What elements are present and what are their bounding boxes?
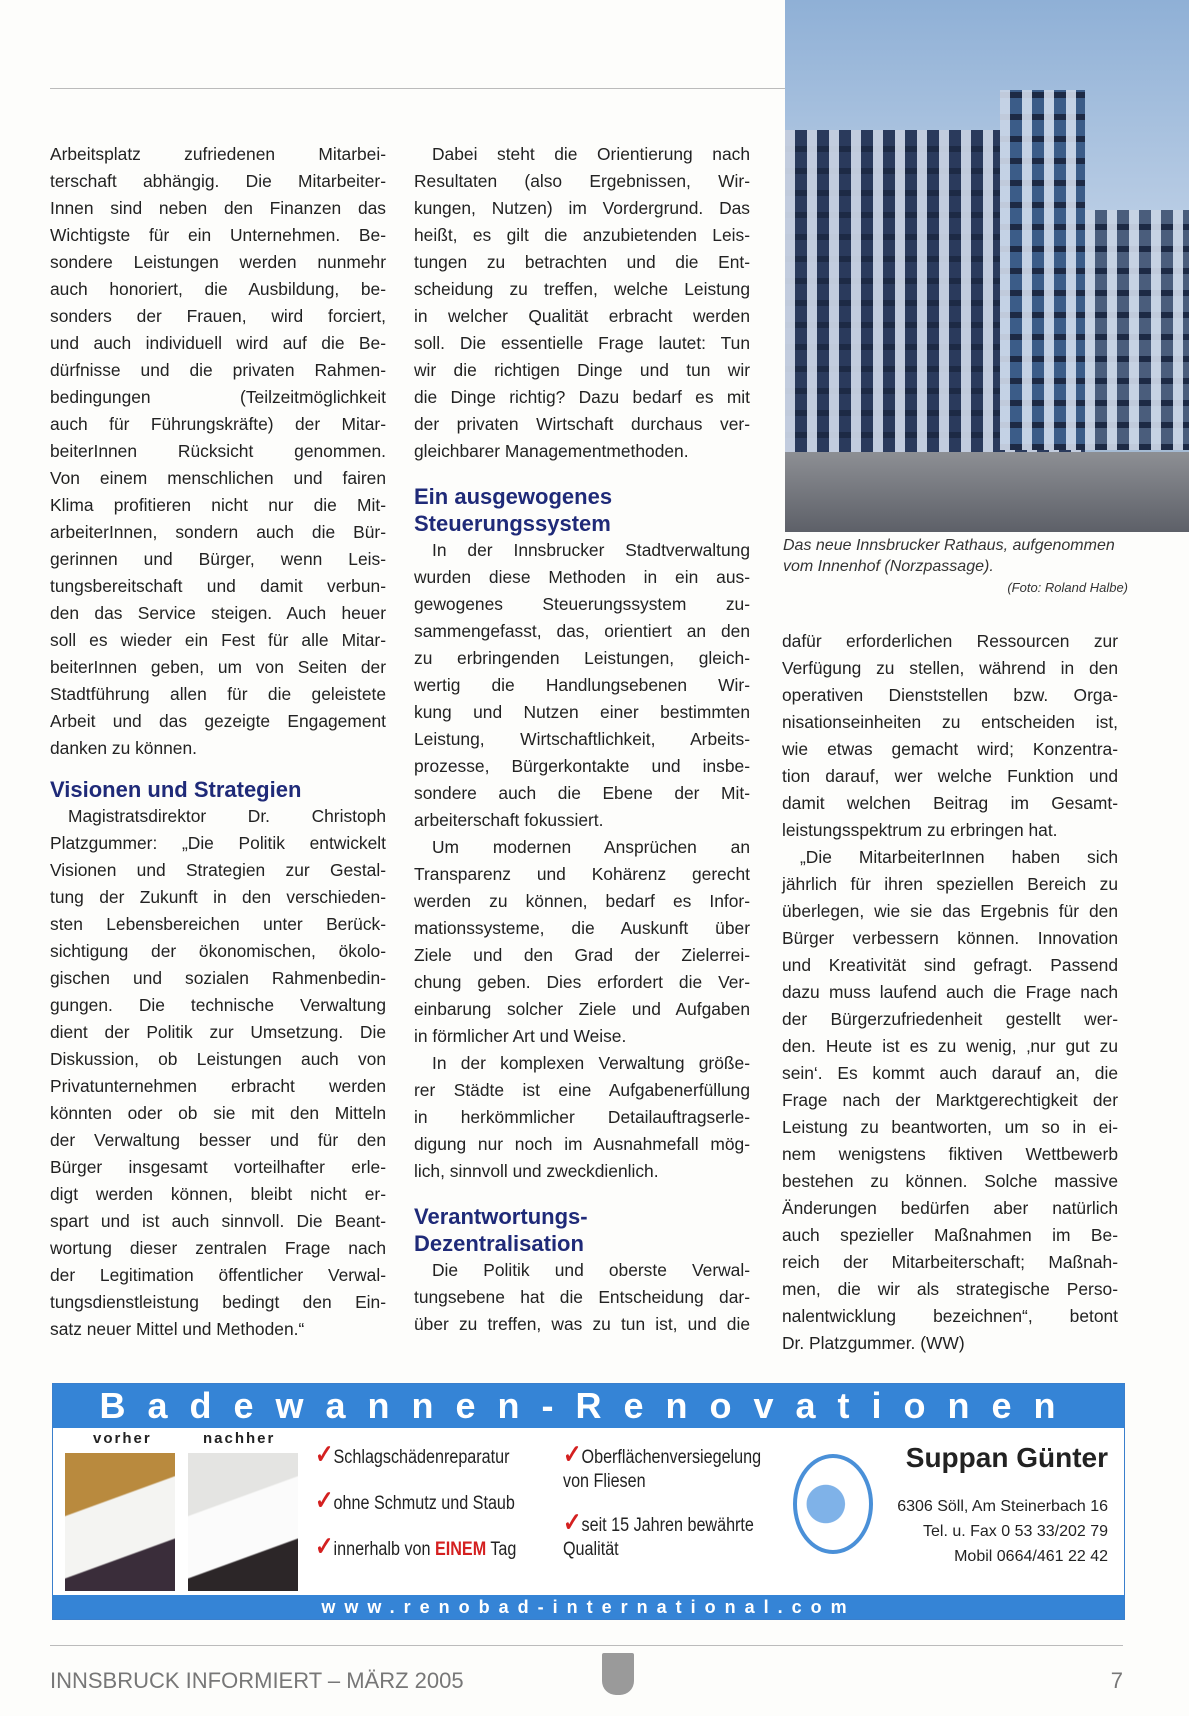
text-line: tungsebene hat die Entscheidung dar- [414,1287,750,1307]
text-line: operativen Dienststellen bzw. Orga- [782,685,1118,705]
text-line: Die Politik und oberste Verwal- [432,1260,750,1280]
feature-item [315,1485,515,1516]
text-line: Änderungen bedürfen aber natürlich [782,1198,1118,1218]
text-line: auch spezieller Maßnahmen im Be- [782,1225,1118,1245]
text-line: lich, sinnvoll und zweckdienlich. [414,1161,659,1181]
text-line: bestehen zu können. Solche massive [782,1171,1118,1191]
text-line: in welcher Qualität erbracht werden [414,306,750,326]
text-line: Dr. Platzgummer. (WW) [782,1333,965,1353]
feature-text: seit 15 Jahren bewährte Qualität [563,1515,754,1560]
text-line: Magistratsdirektor Dr. Christoph [68,806,386,826]
text-line: Resultaten (also Ergebnissen, Wir- [414,171,750,191]
text-line: rer Städte ist eine Aufgabenerfüllung [414,1080,750,1100]
check-icon: ✓ [315,1439,334,1469]
company-address: 6306 Söll, Am Steinerbach 16 [897,1498,1108,1515]
text-line: Dabei steht die Orientierung nach [432,144,750,164]
text-line: prozesse, Bürgerkontakte und insbe- [414,756,750,776]
heading-line: Dezentralisation [414,1231,584,1256]
text-line: In der komplexen Verwaltung größe- [432,1053,750,1073]
text-line: sondere Leistungen werden nunmehr [50,252,386,272]
company-phone: Tel. u. Fax 0 53 33/202 79 [922,1523,1108,1540]
text-line: scheidung zu treffen, welche Leistung [414,279,750,299]
text-line: digt werden können, bleibt nicht er- [50,1184,386,1204]
photo-credit: (Foto: Roland Halbe) [1007,580,1128,595]
text-line: arbeiterschaft fokussiert. [414,810,604,830]
text-line: nalentwicklung bezeichnen“, betont [782,1306,1118,1326]
top-rule [50,88,785,89]
text-line: chung geben. Dies erfordert die Ver- [414,972,750,992]
text-line: satz neuer Mittel und Methoden.“ [50,1319,305,1339]
paragraph [414,834,750,1050]
text-line: Visionen und Strategien zur Gestal- [50,860,386,880]
text-line: kungen, Nutzen) im Vordergrund. Das [414,198,750,218]
feature-text: ohne Schmutz und Staub [333,1493,515,1514]
paragraph [782,628,1118,844]
paragraph [50,141,386,762]
text-line: leistungsspektrum zu erbringen hat. [782,820,1058,840]
text-line: nem wenigstens fiktiven Wettbewerb [782,1144,1118,1164]
text-line: der Legitimation öffentlicher Verwal- [50,1265,386,1285]
ad-title: Badewannen-Renovationen [53,1384,1124,1428]
heading-line: Steuerungssystem [414,511,611,536]
text-line: Um modernen Ansprüchen an [432,837,750,857]
text-line: nisationseinheiten zu entscheiden ist, [782,712,1118,732]
text-line: sammengefasst, das, orientiert an den [414,621,750,641]
association-logo-icon [793,1454,873,1554]
text-line: mationssysteme, die Auskunft über [414,918,750,938]
footer-rule [50,1645,1123,1646]
text-line: dürfnisse und die privaten Rahmen- [50,360,386,380]
paragraph [50,803,386,1343]
text-line: kung und Nutzen einer bestimmten [414,702,750,722]
text-line: gewogenes Steuerungssystem zu- [414,594,750,614]
text-line: tungsbereitschaft und damit verbun- [50,576,386,596]
text-line: soll. Die essentielle Frage lautet: Tun [414,333,750,353]
before-label: vorher [93,1430,152,1447]
heading-line: Visionen und Strategien [50,777,302,802]
paragraph [414,537,750,834]
section-heading [414,1203,750,1257]
text-line: dazu muss laufend auch die Frage nach [782,982,1118,1002]
text-line: arbeiterInnen, sondern auch die Bür- [50,522,386,542]
text-line: jährlich für ihren speziellen Bereich zu [782,874,1118,894]
text-line: Verfügung zu stellen, während in den [782,658,1118,678]
text-line: heißt, es gilt die anzubietenden Leis- [414,225,750,245]
text-line: Privatunternehmen erbracht werden [50,1076,386,1096]
text-line: In der Innsbrucker Stadtverwaltung [432,540,750,560]
feature-text: Oberflächenversiegelung von Fliesen [563,1447,762,1492]
feature-item [563,1507,776,1562]
text-line: Innen sind neben den Finanzen das [50,198,386,218]
photo-caption: Das neue Innsbrucker Rathaus, aufgenommen vom Innenhof (Norzpassage). [783,537,1115,575]
text-line: und Kreativität sind gefragt. Passend [782,955,1118,975]
text-line: die Dinge richtig? Dazu bedarf es mit [414,387,750,407]
text-line: auch für Führungskräfte) der Mitar- [50,414,386,434]
text-line: der Bürgerzufriedenheit gestellt wer- [782,1009,1118,1029]
text-line: Frage nach der Marktgerechtigkeit der [782,1090,1118,1110]
text-line: Arbeit und das gezeigte Engagement [50,711,386,731]
text-line: men, die wir als strategische Perso- [782,1279,1118,1299]
text-line: beiterInnen geben, um von Seiten der [50,657,386,677]
text-line: Bürger insgesamt vorteilhafter erle- [50,1157,386,1177]
text-line: sonders der Frauen, wird forciert, [50,306,386,326]
heading-line: Ein ausgewogenes [414,484,613,509]
text-line: Ziele und den Grad der Zielerrei- [414,945,750,965]
section-heading [414,483,750,537]
text-line: sondere auch die Ebene der Mit- [414,783,750,803]
text-line: digung nur noch im Ausnahmefall mög- [414,1134,750,1154]
text-line: wurden diese Methoden in ein aus- [414,567,750,587]
text-line: terschaft abhängig. Die Mitarbeiter- [50,171,386,191]
page-number: 7 [1110,1668,1123,1693]
feature-text: Schlagschädenreparatur [333,1447,510,1468]
text-line: sten Lebensbereichen unter Berück- [50,914,386,934]
feature-text: Tag [486,1539,517,1560]
text-line: Wichtigste für ein Unternehmen. Be- [50,225,386,245]
advertisement [52,1383,1125,1620]
after-label: nachher [203,1430,276,1447]
feature-item [563,1439,784,1494]
text-line: soll es wieder ein Fest für alle Mitar- [50,630,386,650]
paragraph [414,1050,750,1185]
text-line: sein‘. Es kommt auch darauf an, die [782,1063,1118,1083]
text-line: gischen und sozialen Rahmenbedin- [50,968,386,988]
article-column-3 [782,628,1118,1357]
text-line: wir die richtigen Dinge und tun wir [414,360,750,380]
city-crest-icon [602,1653,634,1695]
text-line: zu erbringenden Leistungen, gleich- [414,648,750,668]
check-icon: ✓ [315,1531,334,1561]
text-line: dient der Politik zur Umsetzung. Die [50,1022,386,1042]
feature-item [315,1531,517,1562]
text-line: „Die MitarbeiterInnen haben sich [800,847,1118,867]
text-line: gungen. Die technische Verwaltung [50,995,386,1015]
text-line: Stadtführung allen für die geleistete [50,684,386,704]
text-line: gerinnen und Bürger, wenn Leis- [50,549,386,569]
heading-line: Verantwortungs- [414,1204,588,1229]
text-line: tungen zu betrachten und die Ent- [414,252,750,272]
text-line: der privaten Wirtschaft durchaus ver- [414,414,750,434]
text-line: tung der Zukunft in den verschieden- [50,887,386,907]
text-line: bedingungen (Teilzeitmöglichkeit [50,387,386,407]
bathtub-after-image [188,1453,298,1591]
text-line: Leistung zu beantworten, um so in ei- [782,1117,1118,1137]
check-icon: ✓ [563,1439,582,1469]
ad-url[interactable]: www.renobad-international.com [53,1595,1124,1619]
text-line: damit welchen Beitrag im Gesamt- [782,793,1118,813]
paragraph [414,141,750,465]
text-line: auch honoriert, die Ausbildung, be- [50,279,386,299]
text-line: überlegen, wie sie das Ergebnis für den [782,901,1118,921]
text-line: wie etwas gemacht wird; Konzentra- [782,739,1118,759]
text-line: tungsdienstleistung bedingt den Ein- [50,1292,386,1312]
text-line: Transparenz und Kohärenz gerecht [414,864,750,884]
text-line: in herkömmlicher Detailauftragserle- [414,1107,750,1127]
text-line: könnten oder ob sie mit den Mitteln [50,1103,386,1123]
section-heading [50,776,386,803]
company-name: Suppan Günter [905,1442,1108,1473]
text-line: dafür erforderlichen Ressourcen zur [782,631,1118,651]
text-line: einbarung solcher Ziele und Aufgaben [414,999,750,1019]
text-line: Arbeitsplatz zufriedenen Mitarbei- [50,144,386,164]
photo-caption-box [783,535,1128,598]
company-contact [897,1494,1108,1569]
text-line: beiterInnen Rücksicht genommen. [50,441,386,461]
text-line: Platzgummer: „Die Politik entwickelt [50,833,386,853]
feature-highlight: EINEM [434,1539,487,1560]
text-line: tion darauf, wer welche Funktion und [782,766,1118,786]
text-line: Bürger verbessern können. Innovation [782,928,1118,948]
text-line: über zu treffen, was zu tun ist, und die [414,1314,750,1334]
article-column-1 [50,141,386,1343]
text-line: sichtigung der ökonomischen, ökolo- [50,941,386,961]
text-line: den. Heute ist es zu wenig, ‚nur gut zu [782,1036,1118,1056]
text-line: wertig die Handlungsebenen Wir- [414,675,750,695]
town-hall-photo [785,0,1189,532]
check-icon: ✓ [315,1485,334,1515]
paragraph [414,1257,750,1338]
text-line: Klima profitieren nicht nur die Mit- [50,495,386,515]
text-line: wortung dieser zentralen Frage nach [50,1238,386,1258]
text-line: Von einem menschlichen und fairen [50,468,386,488]
company-mobile: Mobil 0664/461 22 42 [954,1548,1108,1565]
bathtub-before-image [65,1453,175,1591]
text-line: reich der Mitarbeiterschaft; Maßnah- [782,1252,1118,1272]
text-line: Leistung, Wirtschaftlichkeit, Arbeits- [414,729,750,749]
check-icon: ✓ [563,1507,582,1537]
text-line: in förmlicher Art und Weise. [414,1026,627,1046]
paragraph [782,844,1118,1357]
text-line: den das Service steigen. Auch heuer [50,603,386,623]
feature-text: innerhalb von [333,1539,435,1560]
feature-item [315,1439,510,1470]
publication-footer: INNSBRUCK INFORMIERT – MÄRZ 2005 [50,1668,464,1693]
text-line: und auch individuell wird auf die Be- [50,333,386,353]
text-line: Diskussion, ob Leistungen auch von [50,1049,386,1069]
text-line: der Verwaltung besser und für den [50,1130,386,1150]
text-line: spart und ist auch sinnvoll. Die Beant- [50,1211,386,1231]
text-line: gleichbarer Managementmethoden. [414,441,689,461]
article-column-2 [414,141,750,1338]
text-line: danken zu können. [50,738,197,758]
text-line: werden zu können, bedarf es Infor- [414,891,750,911]
